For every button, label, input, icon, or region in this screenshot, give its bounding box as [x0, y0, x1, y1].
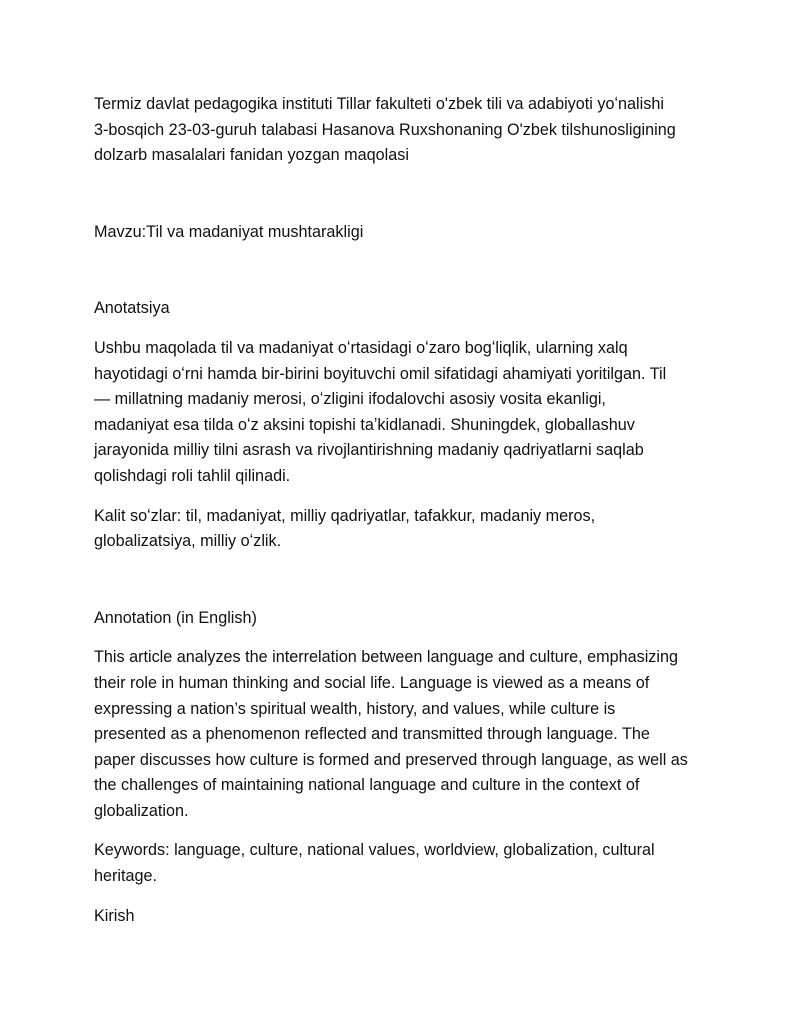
annotation-uz-body: Ushbu maqolada til va madaniyat oʻrtasidagi oʻzaro bogʻliqlik, ularning xalq hayotidagi oʻrni hamda bir-birini boyituvchi omil sifatidagi ahamiyati yoritilgan. Til — millatning madaniy merosi, oʻzligini ifodalovchi asosiy vosita ekanligi, madaniyat esa tilda oʻz aksini topishi taʼkidlanadi. Shuningdek, globallashuv jarayonida milliy tilni asrash va rivojlantirishning madaniy qadriyatlarni saqlab qolishdagi roli tahlil qilinadi. [94, 338, 667, 485]
document-body [94, 92, 714, 929]
annotation-en-body: This article analyzes the interrelation between language and culture, emphasizing their role in human thinking and social life. Language is viewed as a means of expressing a nation’s spiritual wealth, history, and values, while culture is presented as a phenomenon reflected and transmitted through language. The paper discusses how culture is formed and preserved through language, as well as the challenges of maintaining national language and culture in the context of globalization. [94, 648, 688, 820]
annotation-uz-heading: Anotatsiya [94, 299, 170, 318]
document-header: Termiz davlat pedagogika instituti Tillar fakulteti o'zbek tili va adabiyoti yoʻnalishi 3-bosqich 23-03-guruh talabasi Hasanova Ruxshonaning O'zbek tilshunosligining dolzarb masalalari fanidan yozgan maqolasi [94, 95, 676, 165]
topic-line: Mavzu:Til va madaniyat mushtarakligi [94, 222, 364, 241]
annotation-en-heading: Annotation (in English) [94, 608, 257, 627]
intro-heading: Kirish [94, 906, 135, 925]
annotation-en-keywords: Keywords: language, culture, national values, worldview, globalization, cultural heritage. [94, 841, 655, 886]
annotation-uz-keywords: Kalit soʻzlar: til, madaniyat, milliy qadriyatlar, tafakkur, madaniy meros, globalizatsiya, milliy oʻzlik. [94, 506, 596, 551]
